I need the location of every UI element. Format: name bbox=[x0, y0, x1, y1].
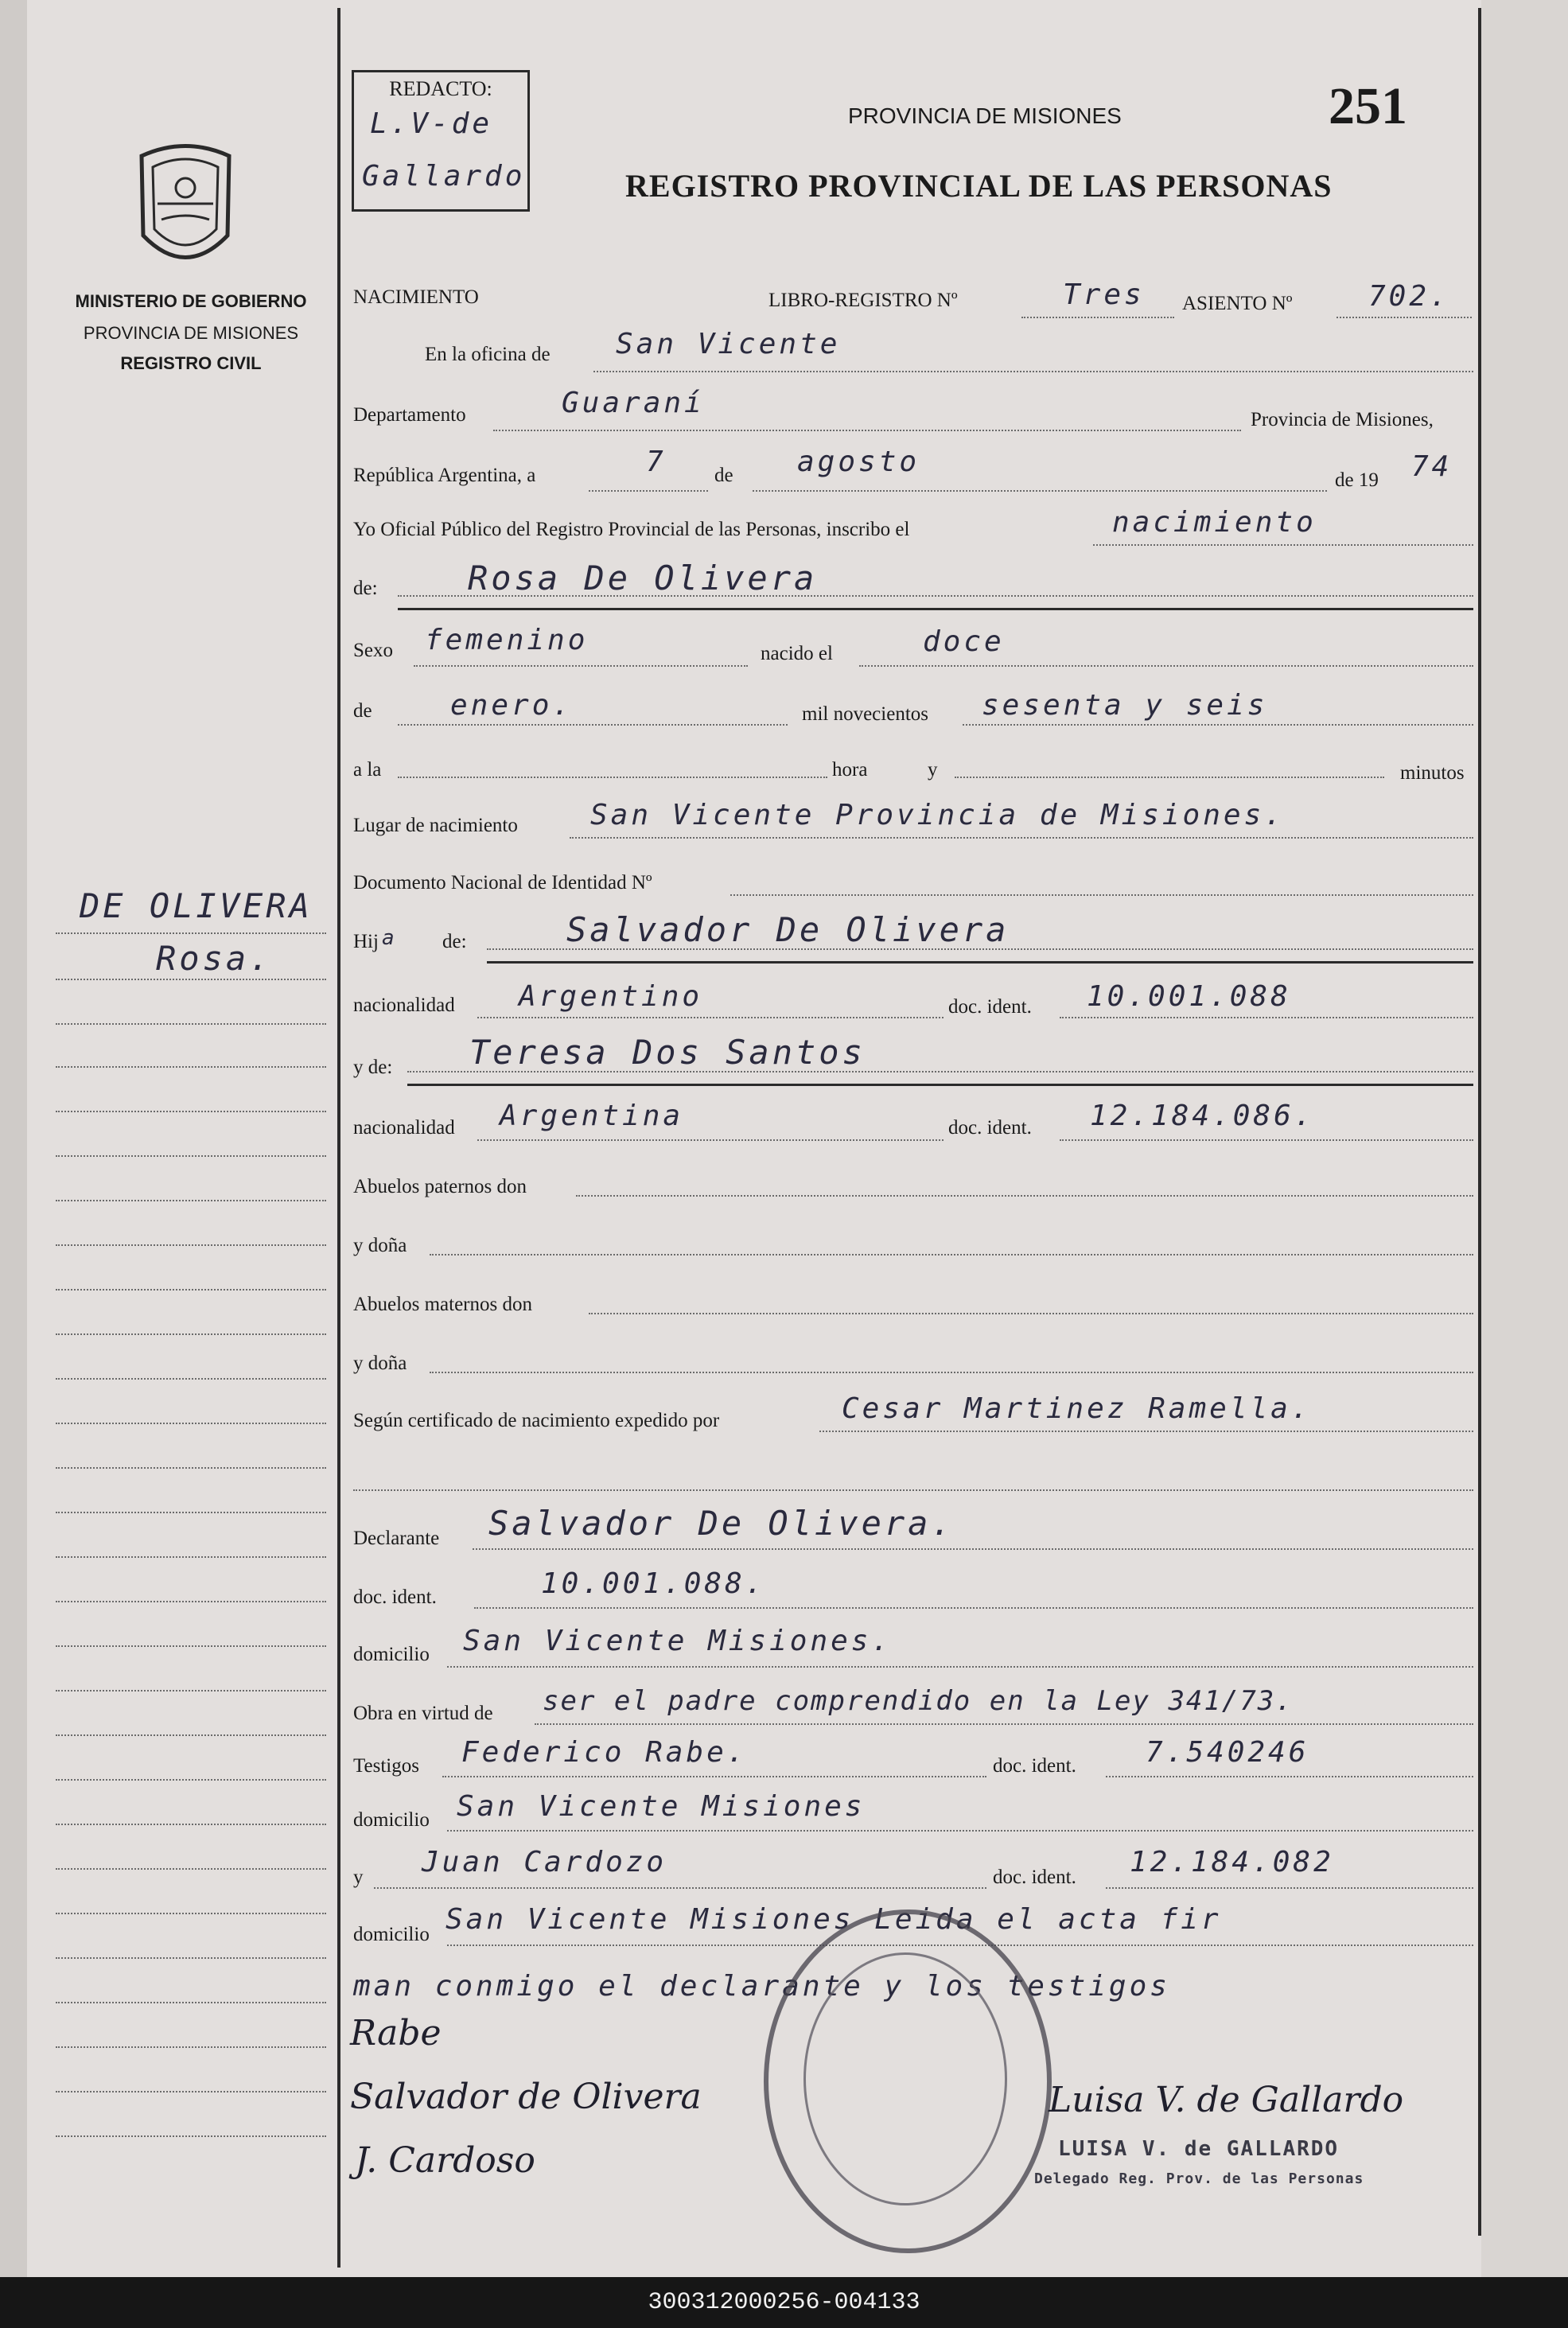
province-title: PROVINCIA DE MISIONES bbox=[848, 103, 1122, 128]
anio-nac-value: sesenta y seis bbox=[982, 689, 1268, 722]
testigo2-value: Juan Cardozo bbox=[422, 1846, 667, 1878]
page-number: 251 bbox=[1329, 77, 1407, 135]
doct2-value: 12.184.082 bbox=[1130, 1846, 1334, 1878]
binding-edge bbox=[0, 0, 27, 2277]
ydona2-label: y doña bbox=[353, 1353, 407, 1374]
hora-label: hora bbox=[832, 759, 868, 781]
certificado-value: Cesar Martinez Ramella. bbox=[842, 1392, 1312, 1425]
abuelos-maternos-label: Abuelos maternos don bbox=[353, 1294, 532, 1315]
declarante-label: Declarante bbox=[353, 1528, 440, 1549]
docd-value: 10.001.088. bbox=[541, 1567, 766, 1600]
province-heading: PROVINCIA DE MISIONES bbox=[83, 323, 299, 343]
official-printed-name: LUISA V. de GALLARDO bbox=[1058, 2137, 1340, 2161]
sexo-label: Sexo bbox=[353, 640, 393, 661]
minutos-label: minutos bbox=[1400, 762, 1465, 784]
domicilio2-label: domicilio bbox=[353, 1809, 430, 1831]
lugar-value: San Vicente Provincia de Misiones. bbox=[590, 799, 1285, 831]
mes-nac-value: enero. bbox=[450, 689, 574, 722]
ydona1-label: y doña bbox=[353, 1235, 407, 1256]
margin-given-name: Rosa. bbox=[156, 939, 273, 978]
departamento-value: Guaraní bbox=[562, 387, 705, 419]
dia-value: 7 bbox=[646, 446, 667, 478]
obra-label: Obra en virtud de bbox=[353, 1703, 493, 1724]
oficial-text: Yo Oficial Público del Registro Provincial de las Personas, inscribo el bbox=[353, 519, 910, 540]
registry-seal bbox=[764, 1910, 1052, 2253]
de-label: de bbox=[714, 465, 733, 486]
y-label: y bbox=[928, 759, 938, 781]
asiento-label: ASIENTO Nº bbox=[1182, 293, 1293, 314]
doc2-label: doc. ident. bbox=[948, 1117, 1032, 1139]
archive-code: 300312000256-004133 bbox=[0, 2277, 1568, 2328]
doc1-value: 10.001.088 bbox=[1087, 980, 1291, 1013]
certificado-label: Según certificado de nacimiento expedido por bbox=[353, 1410, 720, 1431]
republica-label: República Argentina, a bbox=[353, 465, 536, 486]
domicilio3-label: domicilio bbox=[353, 1924, 430, 1945]
padre-value: Salvador De Olivera bbox=[566, 910, 1010, 949]
official-title: Delegado Reg. Prov. de las Personas bbox=[1034, 2170, 1364, 2187]
y2-label: y bbox=[353, 1867, 364, 1888]
yde-label: y de: bbox=[353, 1057, 393, 1078]
domicilio1-label: domicilio bbox=[353, 1644, 430, 1665]
sexo-value: femenino bbox=[425, 624, 589, 656]
official-signature: Luisa V. de Gallardo bbox=[1049, 2080, 1404, 2120]
libro-value: Tres bbox=[1063, 278, 1145, 311]
mes-value: agosto bbox=[797, 446, 920, 478]
domicilio1-value: San Vicente Misiones. bbox=[463, 1625, 893, 1657]
de2-label: de bbox=[353, 700, 372, 722]
domicilio2-value: San Vicente Misiones bbox=[457, 1790, 866, 1823]
hijo-mark: a bbox=[382, 926, 398, 950]
libro-label: LIBRO-REGISTRO Nº bbox=[768, 290, 958, 311]
madre-value: Teresa Dos Santos bbox=[469, 1033, 866, 1072]
nacido-label: nacido el bbox=[761, 643, 833, 664]
testigos-label: Testigos bbox=[353, 1755, 419, 1777]
coat-of-arms-icon bbox=[134, 140, 237, 275]
domicilio3-value: San Vicente Misiones Leida el acta fir bbox=[445, 1903, 1222, 1936]
redacto-label: REDACTO: bbox=[389, 77, 492, 100]
margin-divider bbox=[337, 8, 340, 2268]
lugar-label: Lugar de nacimiento bbox=[353, 815, 518, 836]
doc2-value: 12.184.086. bbox=[1090, 1100, 1315, 1132]
obra-value: ser el padre comprendido en la Ley 341/73. bbox=[543, 1685, 1294, 1717]
anio-label: de 19 bbox=[1335, 469, 1379, 491]
nombre-value: Rosa De Olivera bbox=[468, 559, 818, 598]
oficial-value: nacimiento bbox=[1112, 506, 1317, 539]
oficina-value: San Vicente bbox=[616, 328, 841, 360]
asiento-value: 702. bbox=[1368, 280, 1450, 313]
declarant-signature: Salvador de Olivera bbox=[350, 2077, 702, 2117]
right-border bbox=[1478, 8, 1481, 2236]
witness1-signature: Rabe bbox=[350, 2013, 442, 2054]
doct1-value: 7.540246 bbox=[1146, 1736, 1309, 1769]
ala-label: a la bbox=[353, 759, 382, 781]
ministry-heading: MINISTERIO DE GOBIERNO bbox=[75, 291, 307, 311]
doct1-label: doc. ident. bbox=[993, 1755, 1076, 1777]
redacto-hand-2: Gallardo bbox=[362, 160, 526, 193]
registry-title: REGISTRO PROVINCIAL DE LAS PERSONAS bbox=[625, 168, 1333, 204]
hijo-label: Hij bbox=[353, 931, 379, 952]
testigo1-value: Federico Rabe. bbox=[461, 1736, 748, 1769]
doc1-label: doc. ident. bbox=[948, 996, 1032, 1018]
hijo-de-label: de: bbox=[442, 931, 467, 952]
docd-label: doc. ident. bbox=[353, 1586, 437, 1608]
redacto-hand-1: L.V-de bbox=[370, 107, 493, 140]
provincia-suffix: Provincia de Misiones, bbox=[1251, 409, 1434, 430]
declarante-value: Salvador De Olivera. bbox=[488, 1504, 955, 1543]
oficina-label: En la oficina de bbox=[425, 344, 551, 365]
page-edge bbox=[1481, 0, 1568, 2277]
nac1-value: Argentino bbox=[519, 980, 703, 1013]
de-colon-label: de: bbox=[353, 578, 378, 599]
anio-value: 74 bbox=[1411, 450, 1453, 483]
nac2-value: Argentina bbox=[500, 1100, 684, 1132]
nacimiento-label: NACIMIENTO bbox=[353, 286, 479, 308]
closing-text: man conmigo el declarante y los testigos bbox=[353, 1970, 1170, 2003]
witness2-signature: J. Cardoso bbox=[355, 2140, 535, 2181]
mil-label: mil novecientos bbox=[802, 703, 928, 725]
doct2-label: doc. ident. bbox=[993, 1867, 1076, 1888]
abuelos-paternos-label: Abuelos paternos don bbox=[353, 1176, 527, 1197]
redacto-stamp bbox=[352, 70, 530, 212]
nacido-value: doce bbox=[923, 625, 1005, 658]
departamento-label: Departamento bbox=[353, 404, 466, 426]
nac1-label: nacionalidad bbox=[353, 995, 455, 1016]
margin-surname: DE OLIVERA bbox=[80, 886, 313, 925]
dni-label: Documento Nacional de Identidad Nº bbox=[353, 872, 652, 893]
registry-heading: REGISTRO CIVIL bbox=[120, 353, 262, 373]
nac2-label: nacionalidad bbox=[353, 1117, 455, 1139]
